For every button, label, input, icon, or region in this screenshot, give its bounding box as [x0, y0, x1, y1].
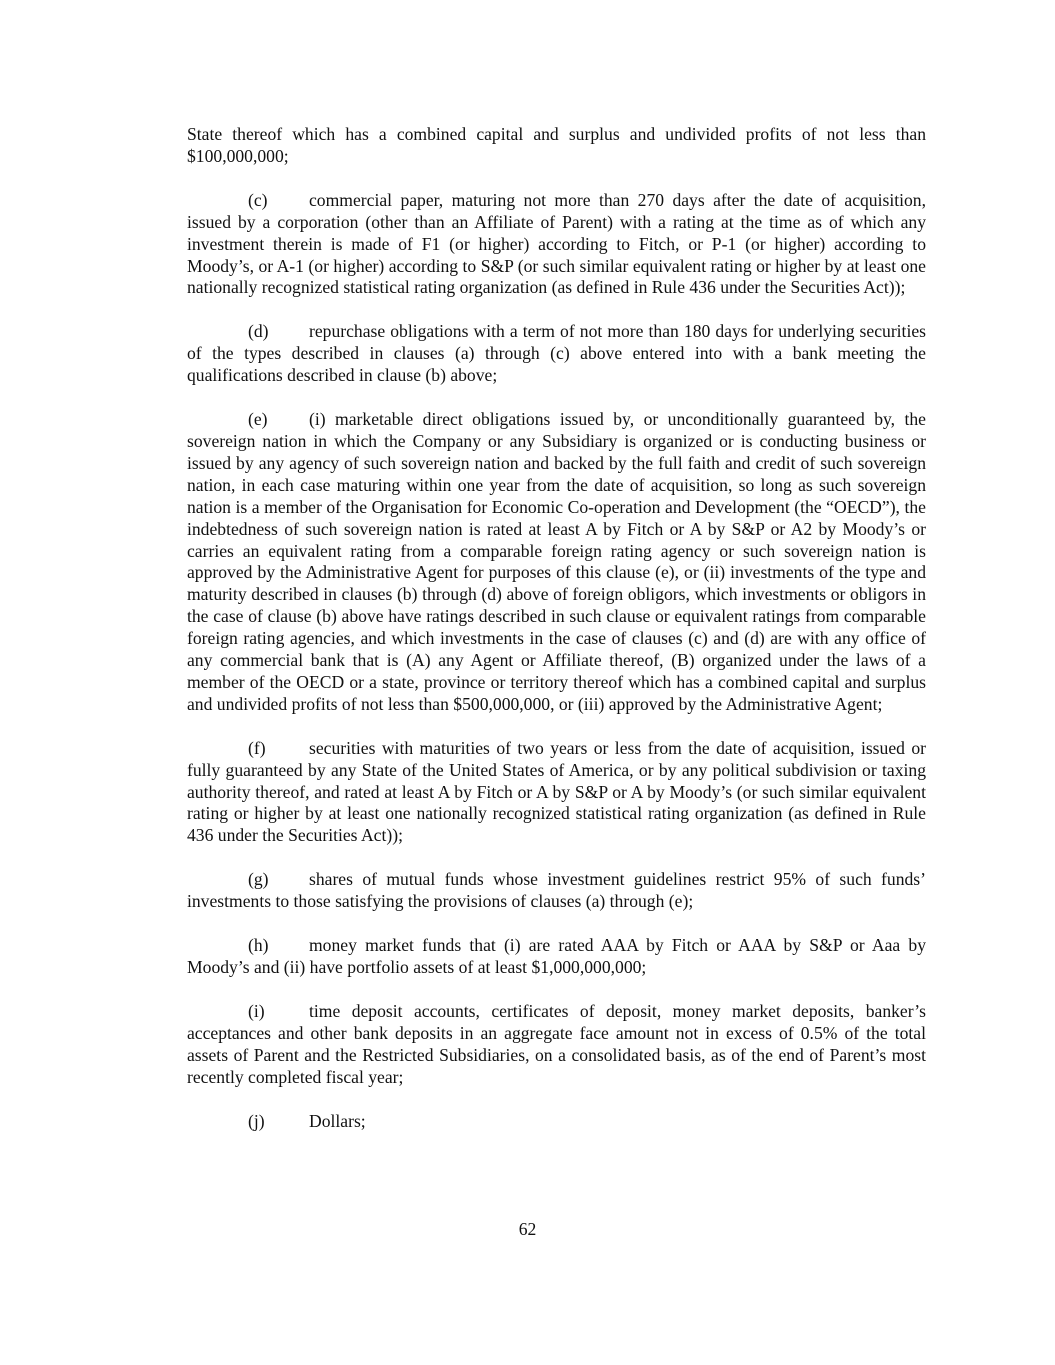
- paragraph-text: State thereof which has a combined capital and surplus and undivided profits of not less than $100,000,000;: [187, 124, 926, 166]
- clause-d: [187, 321, 926, 387]
- clause-c: [187, 190, 926, 300]
- clause-marker: (h): [248, 935, 269, 956]
- clause-marker: (j): [248, 1110, 265, 1131]
- clause-text: securities with maturities of two years or less from the date of acquisition, issued or fully guaranteed by any State of the United States of America, or by any political subdivision or taxing authority thereof, and rated at least A by Fitch or A by S&P or A by Moody’s (or such similar equivalent rating or higher by at least one nationally recognized statistical rating organization (as defined in Rule 436 under the Securities Act));: [187, 737, 926, 846]
- clause-marker: (c): [248, 189, 268, 210]
- clause-marker: (d): [248, 321, 269, 342]
- clause-text: money market funds that (i) are rated AAA by Fitch or AAA by S&P or Aaa by Moody’s and (ii) have portfolio assets of at least $1,000,000,000;: [187, 935, 926, 977]
- clause-h: [187, 935, 926, 979]
- clause-j: [187, 1111, 926, 1133]
- paragraph-continuation: [187, 124, 926, 168]
- document-body: [187, 124, 926, 1154]
- clause-marker: (i): [248, 1000, 265, 1021]
- clause-marker: (g): [248, 869, 269, 890]
- page-number: 62: [518, 1219, 537, 1239]
- clause-e: [187, 409, 926, 716]
- clause-text: commercial paper, maturing not more than 270 days after the date of acquisition, issued by a corporation (other than an Affiliate of Parent) with a rating at the time as of which any investment therein is made of F1 (or higher) according to Fitch, or P-1 (or higher) according to Moody’s, or A-1 (or higher) according to S&P (or such similar equivalent rating or higher by at least one nationally recognized statistical rating organization (as defined in Rule 436 under the Securities Act));: [187, 189, 926, 298]
- clause-marker: (e): [248, 409, 268, 430]
- clause-marker: (f): [248, 737, 266, 758]
- clause-f: [187, 738, 926, 848]
- clause-i: [187, 1001, 926, 1089]
- clause-text: shares of mutual funds whose investment guidelines restrict 95% of such funds’ investments to those satisfying the provisions of clauses (a) through (e);: [187, 869, 926, 912]
- clause-text: Dollars;: [309, 1110, 366, 1131]
- clause-text: time deposit accounts, certificates of deposit, money market deposits, banker’s acceptances and other bank deposits in an aggregate face amount not in excess of 0.5% of the total assets of Parent and the Restricted Subsidiaries, on a consolidated basis, as of the end of Parent’s most recently completed fiscal year;: [187, 1000, 926, 1087]
- clause-text: repurchase obligations with a term of not more than 180 days for underlying securities of the types described in clauses (a) through (c) above entered into with a bank meeting the qualifications described in clause (b) above;: [187, 321, 926, 386]
- clause-text: (i) marketable direct obligations issued by, or unconditionally guaranteed by, the sovereign nation in which the Company or any Subsidiary is organized or is conducting business or issued by any agency of such sovereign nation and backed by the full faith and credit of such sovereign nation, in each case maturing within one year from the date of acquisition, so long as such sovereign nation is a member of the Organisation for Economic Co-operation and Development (the “OECD”), the indebtedness of such sovereign nation is rated at least A by Fitch or A by S&P or A2 by Moody’s or carries an equivalent rating from a comparable foreign rating agency or such sovereign nation is approved by the Administrative Agent for purposes of this clause (e), or (ii) investments of the type and maturity described in clauses (b) through (d) above of foreign obligors, which investments or obligors in the case of clause (b) above have ratings described in such clause or equivalent ratings from comparable foreign rating agencies, and which investments in the case of clauses (c) and (d) are with any office of any commercial bank that is (A) any Agent or Affiliate thereof, (B) organized under the laws of a member of the OECD or a state, province or territory thereof which has a combined capital and surplus and undivided profits of not less than $500,000,000, or (iii) approved by the Administrative Agent;: [187, 409, 926, 714]
- clause-g: [187, 869, 926, 913]
